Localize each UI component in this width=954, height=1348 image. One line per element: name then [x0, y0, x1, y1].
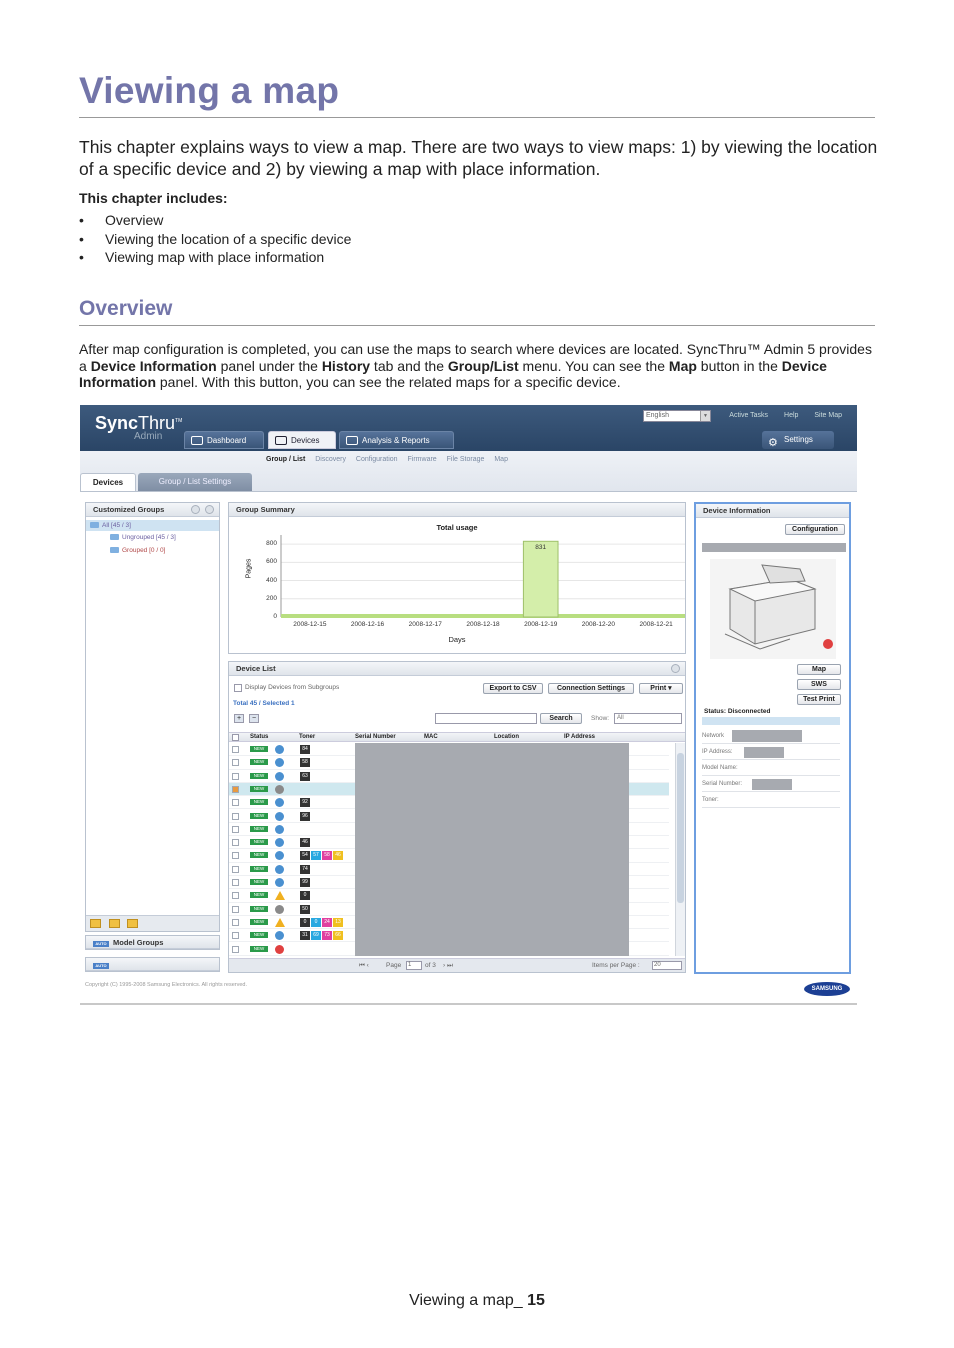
status-err-icon	[275, 785, 284, 794]
top-bar	[80, 405, 857, 451]
status-err-icon	[275, 905, 284, 914]
col-location[interactable]: Location	[494, 734, 519, 740]
print-button[interactable]: Print ▾	[639, 683, 683, 694]
tab-analysis-reports[interactable]: Analysis & Reports	[339, 431, 454, 449]
new-badge: NEW	[250, 759, 268, 765]
status-stop-icon	[275, 945, 284, 954]
toner-level: 24	[322, 918, 332, 927]
toner-level: 31	[300, 931, 310, 940]
new-badge: NEW	[250, 919, 268, 925]
export-csv-button[interactable]: Export to CSV	[483, 683, 543, 694]
subnav-map[interactable]: Map	[494, 456, 508, 463]
toner-level: 0	[311, 918, 321, 927]
redacted-area	[355, 743, 629, 956]
row-checkbox[interactable]	[232, 946, 239, 953]
toner-level: 73	[322, 931, 332, 940]
intro-text: This chapter explains ways to view a map. There are two ways to view maps: 1) by viewing the location of a specific device and 2) by viewing a map with place information.	[79, 137, 878, 179]
tab-devices[interactable]: Devices	[268, 431, 336, 449]
status-ok-icon	[275, 838, 284, 847]
tree-item-grouped[interactable]: Grouped [0 / 0]	[110, 547, 165, 554]
x-tick-label: 2008-12-16	[350, 621, 385, 628]
toner-level: 58	[322, 851, 332, 860]
chart-x-label: Days	[448, 635, 466, 644]
field-network: Network	[702, 728, 840, 744]
map-button[interactable]: Map	[797, 664, 841, 675]
page-footer: Viewing a map_ 15	[409, 1292, 545, 1309]
page-title: Viewing a map	[79, 70, 340, 111]
title-rule	[79, 117, 875, 118]
usage-chart	[266, 535, 685, 628]
printer-icon	[275, 436, 287, 445]
chart-icon	[346, 436, 358, 445]
row-checkbox[interactable]	[232, 892, 239, 899]
page-tab-group-list-settings[interactable]: Group / List Settings	[138, 473, 252, 491]
remove-icon[interactable]: −	[249, 714, 259, 723]
row-checkbox[interactable]	[232, 852, 239, 859]
section-rule	[79, 325, 875, 326]
tree-item-all[interactable]: All [45 / 3]	[90, 522, 131, 529]
row-checkbox[interactable]	[232, 773, 239, 780]
language-select[interactable]: English ▼	[643, 410, 711, 422]
toner-level: 0	[300, 918, 310, 927]
top-links	[715, 412, 842, 419]
subnav-group-list[interactable]: Group / List	[266, 456, 306, 463]
toner-level: 57	[311, 851, 321, 860]
bullet-item: • Viewing the location of a specific device	[79, 230, 351, 249]
folder-icon	[110, 534, 119, 540]
device-list-panel	[228, 661, 686, 973]
chart-y-label: Pages	[245, 558, 253, 579]
remove-group-icon[interactable]	[109, 919, 120, 928]
folder-icon	[90, 522, 99, 528]
chevron-down-icon: ▼	[700, 411, 710, 421]
search-input[interactable]	[435, 713, 537, 724]
row-checkbox[interactable]	[232, 826, 239, 833]
chapter-bullets	[79, 211, 351, 267]
overview-paragraph: After map configuration is completed, you can use the maps to search where devices are located. SyncThru™ Admin 5 provides a Device Information panel under the History tab and the Group/List menu. You can see the Map button in the Device Information panel. With this button, you can see the related maps for a specific device.	[79, 341, 872, 390]
new-badge: NEW	[250, 786, 268, 792]
toner-level: 69	[311, 931, 321, 940]
table-header	[229, 732, 685, 742]
status-warn-icon	[275, 891, 285, 900]
items-per-page-select[interactable]: 20	[652, 961, 682, 970]
device-list-header: Device List	[229, 662, 685, 676]
status-warn-icon	[275, 918, 285, 927]
y-tick-label: 400	[266, 576, 277, 584]
sws-button[interactable]: SWS	[797, 679, 841, 690]
status-ok-icon	[275, 798, 284, 807]
toner-level: 58	[300, 758, 310, 767]
row-checkbox[interactable]	[232, 799, 239, 806]
status-ok-icon	[275, 851, 284, 860]
row-checkbox[interactable]	[232, 759, 239, 766]
site-map-link[interactable]: Site Map	[814, 412, 842, 419]
configuration-button[interactable]: Configuration	[785, 524, 845, 535]
test-print-button[interactable]: Test Print	[797, 694, 841, 705]
add-icon[interactable]: +	[234, 714, 244, 723]
bar	[523, 541, 558, 617]
col-serial[interactable]: Serial Number	[355, 734, 396, 740]
usage-chart-svg	[271, 535, 685, 631]
new-badge: NEW	[250, 839, 268, 845]
gear-icon: ⚙	[768, 437, 778, 449]
next-page-icon[interactable]: › ⏭	[443, 962, 453, 969]
status-ok-icon	[275, 825, 284, 834]
row-checkbox[interactable]	[232, 906, 239, 913]
col-status[interactable]: Status	[250, 734, 269, 740]
x-tick-label: 2008-12-15	[293, 621, 327, 628]
field-serial-number: Serial Number:	[702, 776, 840, 792]
x-tick-label: 2008-12-18	[466, 621, 500, 628]
toner-level: 63	[300, 772, 310, 781]
subgroups-label: Display Devices from Subgroups	[245, 684, 340, 691]
page-tab-devices[interactable]: Devices	[80, 473, 136, 491]
show-select[interactable]: All	[614, 713, 682, 724]
device-info-header: Device Information	[696, 504, 849, 518]
includes-label: This chapter includes:	[79, 190, 228, 206]
field-ip-address: IP Address:	[702, 744, 840, 760]
dashboard-icon	[191, 436, 203, 445]
copyright: Copyright (C) 1995-2008 Samsung Electronics. All rights reserved.	[85, 982, 248, 988]
add-group-icon[interactable]	[90, 919, 101, 928]
field-toner: Toner:	[702, 792, 840, 808]
status-ok-icon	[275, 931, 284, 940]
new-badge: NEW	[250, 946, 268, 952]
group-summary-header: Group Summary	[229, 503, 685, 517]
toner-level: 74	[300, 865, 310, 874]
field-model-name: Model Name:	[702, 760, 840, 776]
show-label: Show:	[591, 715, 610, 722]
y-tick-label: 800	[266, 540, 277, 548]
toner-level: 50	[300, 905, 310, 914]
device-status: Status: Disconnected	[704, 708, 771, 715]
row-checkbox[interactable]	[232, 813, 239, 820]
row-checkbox[interactable]	[232, 919, 239, 926]
group-summary-panel	[228, 502, 686, 654]
new-badge: NEW	[250, 892, 268, 898]
groups-panel	[85, 502, 220, 932]
model-groups-panel[interactable]: AUTO Model Groups	[85, 935, 220, 950]
new-badge: NEW	[250, 932, 268, 938]
select-all-checkbox[interactable]	[232, 734, 239, 741]
section-title: Overview	[79, 297, 173, 320]
subgroups-checkbox[interactable]	[234, 684, 242, 692]
subnav-firmware[interactable]: Firmware	[407, 456, 437, 463]
new-badge: NEW	[250, 906, 268, 912]
col-ip[interactable]: IP Address	[564, 734, 596, 740]
settings-button[interactable]: ⚙ Settings	[762, 431, 834, 449]
toner-level: 0	[300, 891, 310, 900]
x-tick-label: 2008-12-19	[524, 621, 558, 628]
bullet-item: • Viewing map with place information	[79, 248, 351, 267]
x-tick-label: 2008-12-21	[639, 621, 673, 628]
x-tick-label: 2008-12-20	[581, 621, 616, 628]
tab-dashboard[interactable]: Dashboard	[184, 431, 264, 449]
pagination-bar: ⏮ ‹ Page 1 of 3 › ⏭ Items per Page : 20	[229, 958, 685, 972]
device-information-panel	[694, 502, 851, 974]
new-badge: NEW	[250, 773, 268, 779]
folder-icon	[110, 547, 119, 553]
refresh-icon[interactable]	[191, 505, 200, 514]
toner-level: 96	[300, 812, 310, 821]
page-input[interactable]: 1	[406, 961, 422, 970]
status-ok-icon	[275, 745, 284, 754]
refresh-icon[interactable]	[671, 664, 680, 673]
row-checkbox[interactable]	[232, 866, 239, 873]
help-link[interactable]: Help	[784, 412, 799, 419]
chart-floor	[281, 614, 685, 618]
col-mac[interactable]: MAC	[424, 734, 438, 740]
scrollbar[interactable]	[675, 743, 685, 956]
search-button[interactable]: Search	[540, 713, 582, 724]
printer-image	[710, 559, 836, 659]
x-tick-label: 2008-12-17	[408, 621, 442, 628]
tree-item-ungrouped[interactable]: Ungrouped [45 / 3]	[110, 534, 176, 541]
row-checkbox[interactable]	[232, 746, 239, 753]
first-page-icon[interactable]: ⏮ ‹	[359, 962, 369, 969]
new-badge: NEW	[250, 746, 268, 752]
collapse-icon[interactable]	[205, 505, 214, 514]
toner-level: 54	[300, 851, 310, 860]
bar-data-label: 831	[535, 544, 547, 552]
toner-level: 92	[300, 798, 310, 807]
toner-level: 84	[300, 745, 310, 754]
chart-title: Total usage	[436, 523, 478, 532]
toner-level: 99	[300, 878, 310, 887]
new-badge: NEW	[250, 826, 268, 832]
status-ok-icon	[275, 758, 284, 767]
y-tick-label: 600	[266, 558, 277, 566]
row-checkbox[interactable]	[232, 932, 239, 939]
new-badge: NEW	[250, 799, 268, 805]
status-ok-icon	[275, 772, 284, 781]
new-badge: NEW	[250, 852, 268, 858]
group-panel-collapsed[interactable]: AUTO	[85, 957, 220, 972]
col-toner[interactable]: Toner	[299, 734, 316, 740]
status-ok-icon	[275, 812, 284, 821]
syncthru-screenshot	[80, 405, 857, 1005]
active-tasks-link[interactable]: Active Tasks	[729, 412, 769, 419]
toner-level: 13	[333, 918, 343, 927]
toner-level: 46	[300, 838, 310, 847]
total-selected: Total 45 / Selected 1	[233, 700, 295, 707]
toner-level: 46	[333, 851, 343, 860]
y-tick-label: 200	[266, 594, 277, 602]
status-ok-icon	[275, 878, 284, 887]
status-ok-icon	[275, 865, 284, 874]
new-badge: NEW	[250, 866, 268, 872]
connection-settings-button[interactable]: Connection Settings	[548, 683, 634, 694]
bullet-item: • Overview	[79, 211, 351, 230]
customized-groups-header: Customized Groups	[86, 503, 219, 517]
logo-admin: Admin	[134, 431, 163, 442]
row-checkbox[interactable]	[232, 879, 239, 886]
subnav-file-storage[interactable]: File Storage	[446, 456, 485, 463]
syncthru-logo: SyncThru™	[95, 413, 183, 433]
toner-level: 66	[333, 931, 343, 940]
subnav-discovery[interactable]: Discovery	[315, 456, 346, 463]
subnav-configuration[interactable]: Configuration	[355, 456, 398, 463]
y-tick-label: 0	[273, 613, 277, 620]
edit-group-icon[interactable]	[127, 919, 138, 928]
new-badge: NEW	[250, 813, 268, 819]
new-badge: NEW	[250, 879, 268, 885]
row-checkbox[interactable]	[232, 839, 239, 846]
samsung-logo: SAMSUNG	[804, 982, 850, 996]
row-checkbox[interactable]	[232, 786, 239, 793]
